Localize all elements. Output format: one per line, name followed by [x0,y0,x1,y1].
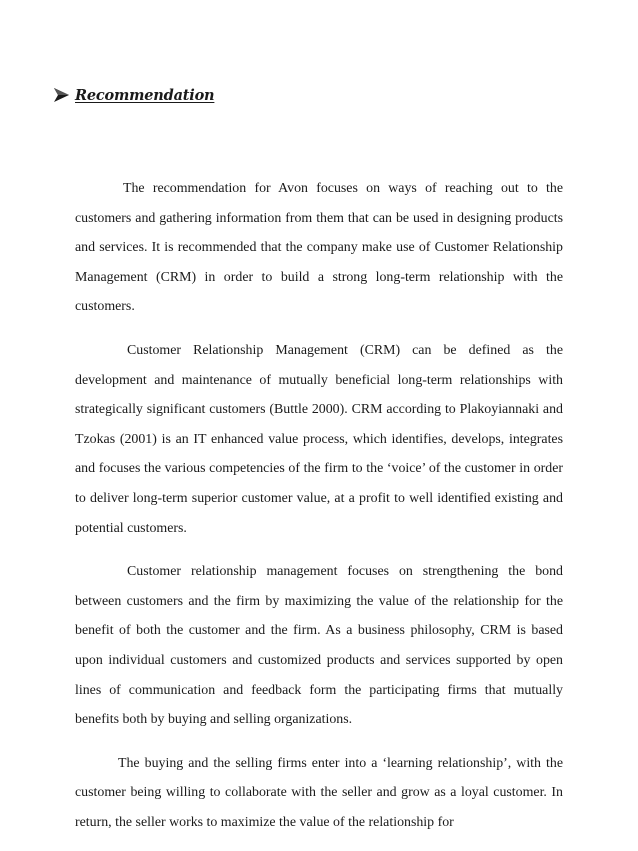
paragraph-4: The buying and the selling firms enter into a ‘learning relationship’, with the customer being willing to collaborate with the seller and grow as a loyal customer. In return, the seller works to maximize the value of the relationship for [75,755,563,830]
paragraph-3: Customer relationship management focuses on strengthening the bond between customers and the firm by maximizing the value of the relationship for the benefit of both the customer and the firm. As a business philosophy, CRM is based upon individual customers and customized products and services supported by open lines of communication and feedback form the participating firms that mutually benefits both by buying and selling organizations. [75,564,563,728]
body-text [75,174,563,851]
paragraph-2: Customer Relationship Management (CRM) can be defined as the development and maintenance of mutually beneficial long-term relationships with strategically significant customers (Buttle 2000). CRM according to Plakoyiannaki and Tzokas (2001) is an IT enhanced value process, which identifies, develops, integrates and focuses the various competencies of the firm to the ‘voice’ of the customer in order to deliver long-term superior customer value, at a profit to well identified existing and potential customers. [75,342,563,536]
section-heading [52,86,214,104]
paragraph-1: The recommendation for Avon focuses on ways of reaching out to the customers and gathering information from them that can be used in designing products and services. It is recommended that the company make use of Customer Relationship Management (CRM) in order to build a strong long-term relationship with the customers. [75,181,563,315]
arrow-bullet-icon [52,86,72,104]
section-title: Recommendation [75,86,215,104]
